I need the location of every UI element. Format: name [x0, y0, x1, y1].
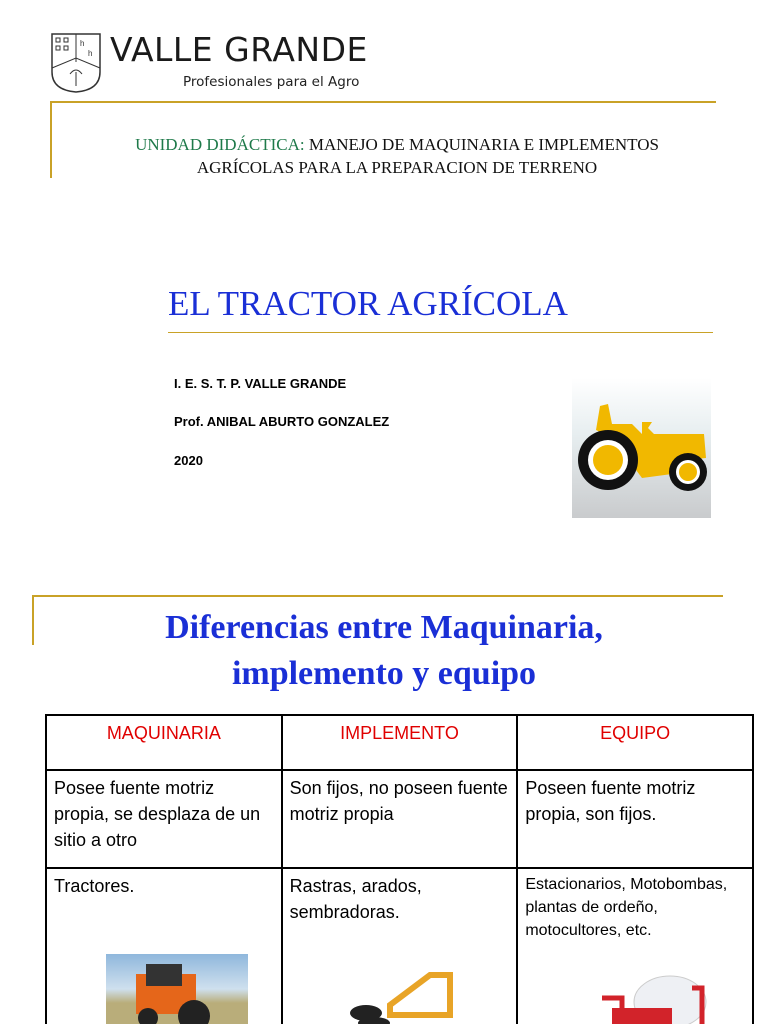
- table-cell: Rastras, arados, sembradoras.: [282, 868, 518, 1024]
- heading-line-2: implemento y equipo: [231, 655, 537, 692]
- heading-line-1: Diferencias entre Maquinaria,: [165, 609, 603, 646]
- tractor-illustration: [572, 378, 711, 518]
- table-cell: Son fijos, no poseen fuente motriz propia: [282, 770, 518, 868]
- tractor-photo: [106, 954, 248, 1024]
- title-underline: [168, 332, 713, 333]
- brand-tagline: Profesionales para el Agro: [183, 74, 360, 90]
- sprayer-icon: [592, 968, 712, 1024]
- table-cell: Posee fuente motriz propia, se desplaza de un sitio a otro: [46, 770, 282, 868]
- unit-label: UNIDAD DIDÁCTICA: [135, 135, 300, 154]
- unit-description: [100, 133, 694, 179]
- valle-grande-shield-logo: [50, 32, 102, 94]
- table-cell: Tractores.: [46, 868, 282, 1024]
- plow-photo: [350, 965, 460, 1024]
- unit-text: MANEJO DE MAQUINARIA E IMPLEMENTOS AGRÍCOLAS PARA LA PREPARACION DE TERRENO: [196, 135, 659, 177]
- slide2-gold-divider-vertical: [32, 595, 34, 645]
- orange-tractor-icon: [106, 954, 248, 1024]
- institution: I. E. S. T. P. VALLE GRANDE: [174, 376, 347, 391]
- tractor-icon: [572, 378, 711, 518]
- slide2-heading: [60, 605, 708, 697]
- year: 2020: [174, 453, 203, 468]
- table-header-row: [46, 715, 753, 770]
- table-cell: Poseen fuente motriz propia, son fijos.: [517, 770, 753, 868]
- table-row: [46, 770, 753, 868]
- svg-text:h: h: [80, 39, 85, 48]
- unit-separator: :: [299, 135, 305, 154]
- slide2-gold-divider: [32, 595, 723, 597]
- gold-divider: [50, 101, 716, 103]
- header-maquinaria: MAQUINARIA: [46, 715, 282, 770]
- table-cell: Estacionarios, Motobombas, plantas de ordeño, motocultores, etc.: [517, 868, 753, 1024]
- sprayer-photo: [592, 968, 712, 1024]
- professor: Prof. ANIBAL ABURTO GONZALEZ: [174, 414, 390, 429]
- plow-icon: [350, 965, 460, 1024]
- page-title: EL TRACTOR AGRÍCOLA: [168, 284, 568, 323]
- brand-name: VALLE GRANDE: [110, 30, 368, 69]
- gold-divider-vertical: [50, 101, 52, 178]
- header-equipo: EQUIPO: [517, 715, 753, 770]
- header-implemento: IMPLEMENTO: [282, 715, 518, 770]
- svg-text:h: h: [88, 49, 93, 58]
